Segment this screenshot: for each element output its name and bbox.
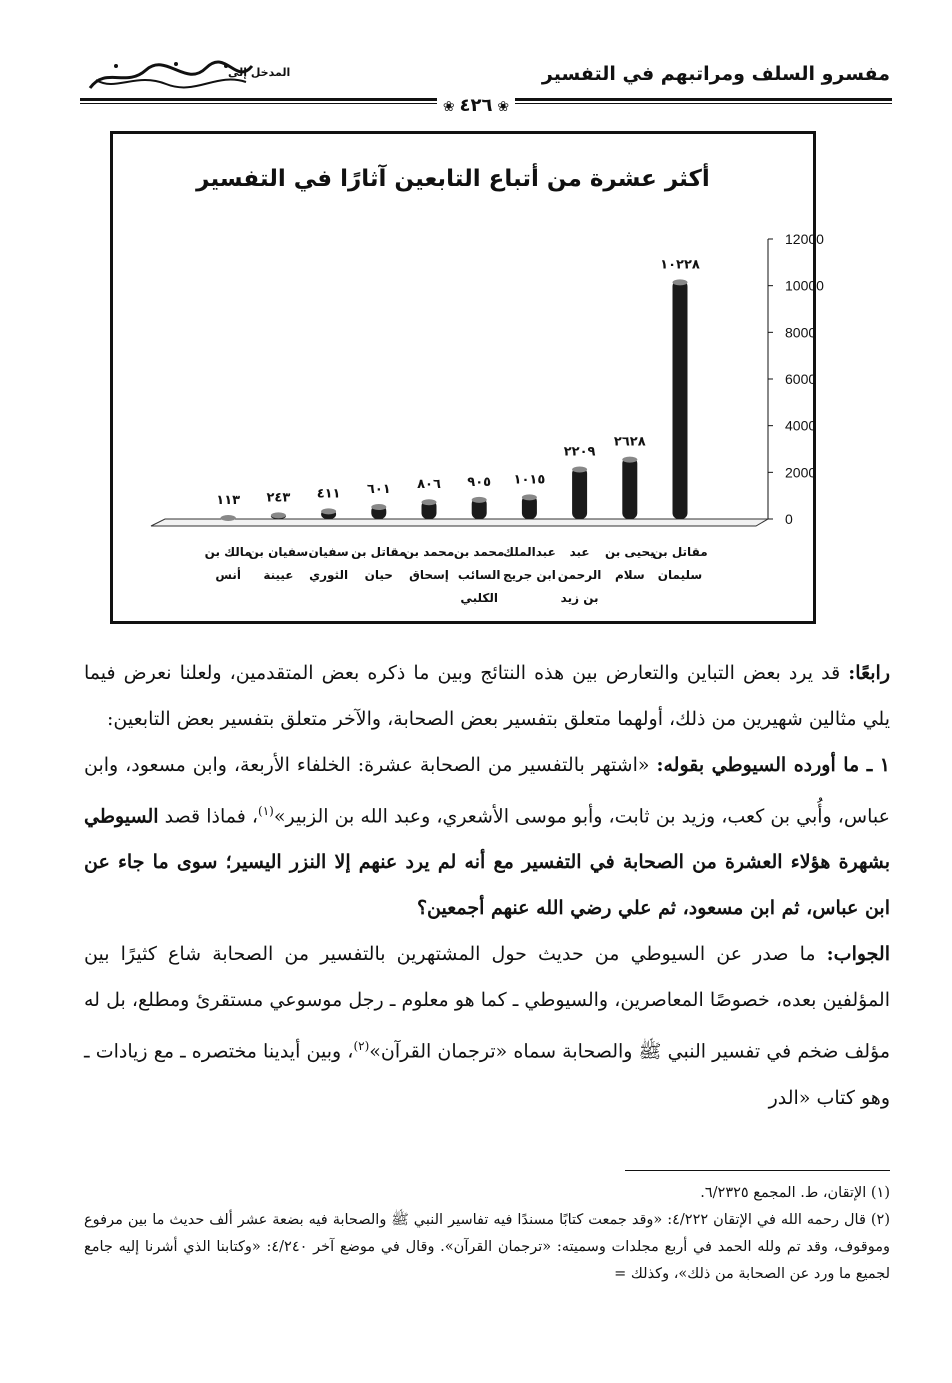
bar-top bbox=[221, 515, 236, 521]
bar-top bbox=[321, 508, 336, 514]
category-label: الرحمن bbox=[557, 568, 602, 582]
footnote-ref-2[interactable]: (٢) bbox=[353, 1039, 370, 1054]
y-tick-label: 12000 bbox=[785, 231, 824, 247]
data-label: ١٠١٥ bbox=[513, 472, 546, 488]
category-label: الثوري bbox=[309, 568, 349, 582]
paragraph-1 bbox=[84, 650, 890, 742]
ornament-icon: ❀ bbox=[492, 99, 510, 115]
y-tick-label: 4000 bbox=[785, 417, 817, 434]
data-label: ٦٠١ bbox=[366, 481, 391, 497]
footnote-rule bbox=[625, 1170, 890, 1171]
category-label: مالك بن bbox=[204, 545, 252, 559]
data-label: ٩٠٥ bbox=[467, 474, 492, 490]
y-tick-label: 6000 bbox=[785, 371, 817, 387]
bar-top bbox=[422, 499, 437, 505]
bar-top bbox=[271, 512, 286, 518]
chapter-title: مفسرو السلف ومراتبهم في التفسير bbox=[541, 63, 890, 85]
p3-text: ما صدر عن السيوطي من حديث حول المشتهرين بالتفسير من الصحابة شاع كثيرًا بين المؤلفين بعده، خصوصًا المعاصرين، والسيوطي ـ كما هو معلوم ـ رجل موسوعي مستقرئ ومطلع، بل له مؤلف ضخم في تفسير النبي ﷺ والصحابة سماه «ترجمان القرآن» bbox=[84, 943, 890, 1063]
bar-top bbox=[522, 494, 537, 500]
footnotes bbox=[84, 1180, 890, 1288]
p3-lead: الجواب: bbox=[826, 943, 890, 966]
bar-top bbox=[472, 497, 487, 503]
footnote-1: (١) الإتقان، ط. المجمع ٦/٢٣٢٥. bbox=[700, 1185, 890, 1201]
category-label: سليمان bbox=[657, 568, 703, 582]
category-label: عبد bbox=[569, 545, 590, 559]
footnote-ref-1[interactable]: (١) bbox=[258, 804, 274, 818]
category-label: السائب bbox=[457, 568, 501, 582]
data-label: ١١٣ bbox=[216, 493, 241, 508]
bar-chart bbox=[113, 134, 824, 621]
page-number-wrap bbox=[0, 95, 952, 116]
category-label: الكلبي bbox=[460, 591, 498, 605]
data-label: ١٠٢٢٨ bbox=[660, 257, 700, 273]
chart-frame bbox=[110, 131, 824, 624]
paragraph-2 bbox=[84, 742, 890, 931]
page-number: ٤٢٦ bbox=[459, 95, 493, 116]
y-tick-label: 10000 bbox=[785, 277, 824, 294]
data-label: ٢٢٠٩ bbox=[563, 444, 596, 460]
category-label: ابن جريج bbox=[502, 568, 556, 582]
bar-top bbox=[572, 466, 587, 472]
p2-text2: ، فماذا قصد bbox=[158, 805, 259, 828]
p1-text: قد يرد بعض التباين والتعارض بين هذه النتائج وبين ما ذكره بعض المتقدمين، ولعلنا نعرض فيما يلي مثالين شهيرين من ذلك، أولهما متعلق بتفسير بعض الصحابة، والآخر متعلق بتفسير بعض التابعين: bbox=[84, 662, 890, 730]
chart-floor bbox=[151, 519, 768, 526]
category-label: سفيان بن bbox=[248, 545, 309, 559]
p3-text2: ، وبين أيدينا مختصره ـ مع زيادات ـ وهو كتاب «الدر bbox=[84, 1040, 890, 1109]
p2-bold: السيوطي بشهرة هؤلاء العشرة من الصحابة في التفسير مع أنه لم يرد عنهم إلا النزر اليسير؛ سوى ما جاء عن ابن عباس، ثم ابن مسعود، ثم علي رضي الله عنهم أجمعين؟ bbox=[84, 805, 890, 920]
y-tick-label: 0 bbox=[785, 511, 793, 527]
bar bbox=[622, 458, 637, 519]
category-label: إسحاق bbox=[409, 568, 449, 582]
paragraph-3 bbox=[84, 931, 890, 1120]
bar bbox=[673, 280, 688, 519]
bar-top bbox=[622, 457, 637, 463]
category-label: بن زيد bbox=[560, 591, 599, 605]
category-label: سفيان bbox=[308, 545, 349, 559]
p1-lead: رابعًا: bbox=[848, 662, 890, 684]
data-label: ٨٠٦ bbox=[417, 477, 441, 493]
category-label: مقاتل بن bbox=[652, 545, 708, 559]
body-text bbox=[84, 650, 890, 1121]
category-label: يحيى بن bbox=[604, 545, 655, 559]
category-label: محمد بن bbox=[453, 545, 505, 559]
data-label: ٢٦٢٨ bbox=[613, 434, 646, 450]
category-label: محمد بن bbox=[403, 545, 455, 559]
bar-top bbox=[371, 504, 386, 510]
category-label: عيينة bbox=[263, 568, 294, 582]
p2-lead: ١ ـ ما أورده السيوطي بقوله: bbox=[656, 754, 891, 776]
book-prefix: المدخل إلى bbox=[228, 66, 291, 79]
chart-title: أكثر عشرة من أتباع التابعين آثارًا في التفسير bbox=[196, 166, 710, 192]
category-label: عبدالملك bbox=[503, 545, 556, 559]
category-label: سلام bbox=[614, 568, 645, 582]
category-label: أنس bbox=[215, 568, 241, 582]
data-label: ٤١١ bbox=[316, 486, 341, 502]
bar-top bbox=[673, 279, 688, 285]
y-tick-label: 8000 bbox=[785, 324, 817, 341]
data-label: ٢٤٣ bbox=[266, 490, 291, 506]
footnote-2: (٢) قال رحمه الله في الإتقان ٤/٢٢٢: «وقد جمعت كتابًا مسندًا فيه تفاسير النبي ﷺ والصحابة فيه بضعة عشر ألف حديث ما بين مرفوع وموقوف، وقد تم ولله الحمد في أربع مجلدات وسميته: «ترجمان القرآن». وقال في موضع آخر ٤/٢٤٠: «وكتابنا الذي أشرنا إليه جامع لجميع ما ورد عن الصحابة من ذلك»، وكذلك = bbox=[84, 1212, 890, 1282]
bar bbox=[572, 467, 587, 519]
book-logo bbox=[86, 58, 256, 96]
ornament-icon: ❀ bbox=[442, 99, 460, 115]
category-label: مقاتل بن bbox=[351, 545, 407, 559]
y-tick-label: 2000 bbox=[785, 464, 817, 481]
category-label: حيان bbox=[364, 568, 393, 582]
p2-text: «اشتهر بالتفسير من الصحابة عشرة: الخلفاء الأربعة، وابن مسعود، وابن عباس، وأُبي بن كعب، وزيد بن ثابت، وأبو موسى الأشعري، وعبد الله بن الزبير» bbox=[84, 754, 890, 828]
